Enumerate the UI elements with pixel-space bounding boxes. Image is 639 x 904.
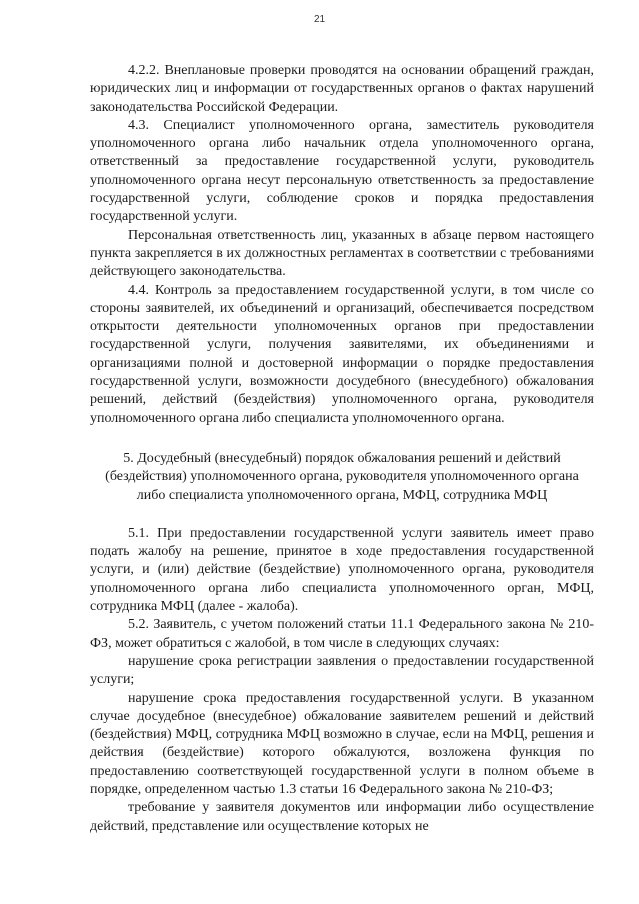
list-item-registration-violation: нарушение срока регистрации заявления о предоставлении государственной услуги; <box>90 653 594 688</box>
paragraph-4-4: 4.4. Контроль за предоставлением государственной услуги, в том числе со стороны заявителей, их объединений и организаций, обеспечивается посредством открытости деятельности уполномоченных органов при предоставлении государственной услуги, получения заявителями, их объединениями и организациями полной и достоверной информации о порядке предоставления государственной услуги, возможности досудебного (внесудебного) обжалования решений, действий (бездействия) уполномоченного органа, руководителя уполномоченного органа либо специалиста уполномоченного органа. <box>90 282 594 426</box>
list-item-document-requirement: требование у заявителя документов или информации либо осуществление действий, представление или осуществление которых не <box>90 800 594 834</box>
paragraph-personal-responsibility: Персональная ответственность лиц, указанных в абзаце первом настоящего пункта закрепляется в их должностных регламентах в соответствии с требованиями действующего законодательства. <box>90 227 594 280</box>
page-number: 21 <box>313 14 326 25</box>
paragraph-4-2-2: 4.2.2. Внеплановые проверки проводятся на основании обращений граждан, юридических лиц и информации от государственных органов о фактах нарушений законодательства Российской Федерации. <box>90 63 594 115</box>
paragraph-5-2: 5.2. Заявитель, с учетом положений статьи 11.1 Федерального закона № 210-ФЗ, может обратиться с жалобой, в том числе в следующих случаях: <box>90 617 594 651</box>
list-item-deadline-violation: нарушение срока предоставления государственной услуги. В указанном случае досудебное (внесудебное) обжалование заявителем решений и действий (бездействия) МФЦ, сотрудника МФЦ возможно в случае, если на МФЦ, решения и действия (бездействие) которого обжалуются, возложена функция по предоставлению соответствующей государственной услуги в полном объеме в порядке, определенном частью 1.3 статьи 16 Федерального закона № 210-ФЗ; <box>90 690 594 797</box>
document-body <box>90 62 594 836</box>
section-5-heading: 5. Досудебный (внесудебный) порядок обжалования решений и действий (бездействия) уполномоченного органа, руководителя уполномоченного органа либо специалиста уполномоченного органа, МФЦ, сотрудника МФЦ <box>105 450 579 503</box>
paragraph-4-3: 4.3. Специалист уполномоченного органа, заместитель руководителя уполномоченного органа либо начальник отдела уполномоченного органа, ответственный за предоставление государственной услуги, руководитель уполномоченного органа несут персональную ответственность за предоставление государственной услуги, соблюдение сроков и порядка предоставления государственной услуги. <box>90 117 594 225</box>
paragraph-5-1: 5.1. При предоставлении государственной услуги заявитель имеет право подать жалобу на решение, принятое в ходе предоставления государственной услуги, и (или) действие (бездействие) уполномоченного органа, руководителя уполномоченного органа либо специалиста уполномоченного орган, МФЦ, сотрудника МФЦ (далее - жалоба). <box>90 525 594 615</box>
